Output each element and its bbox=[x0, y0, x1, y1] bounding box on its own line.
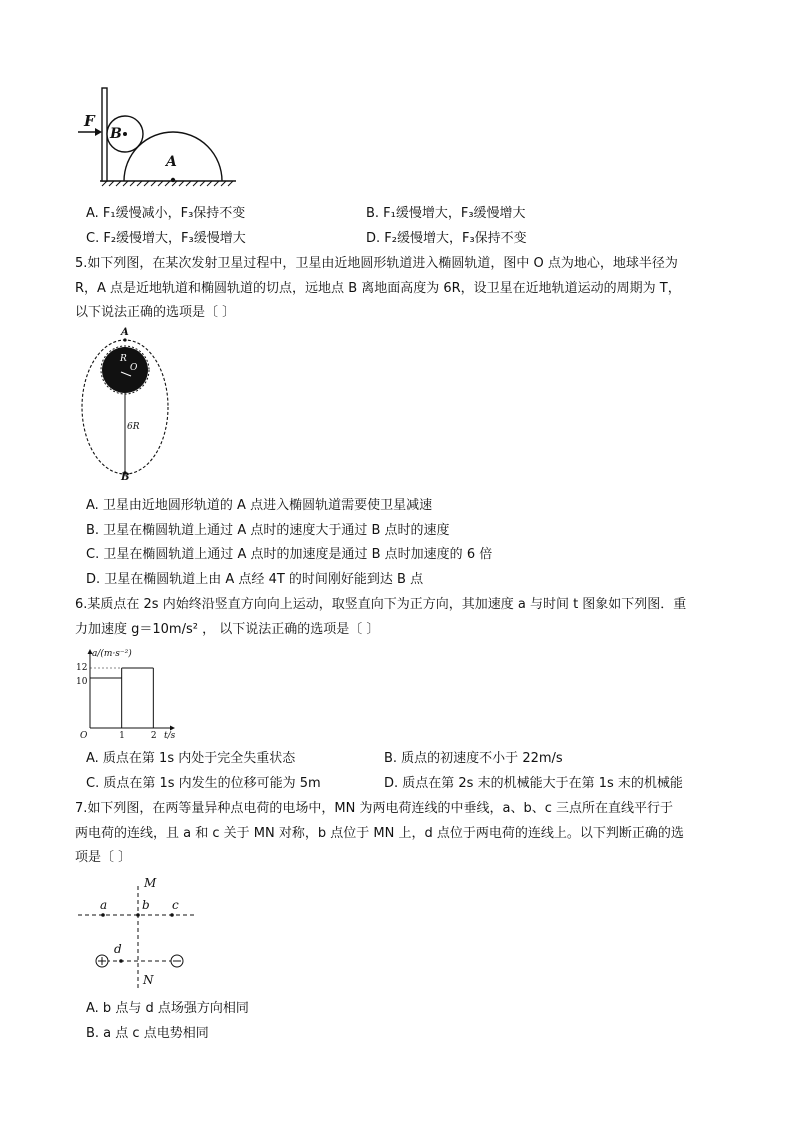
q6-option-d: D. 质点在第 2s 末的机械能大于在第 1s 末的机械能 bbox=[384, 776, 683, 791]
q4-label-A: A bbox=[166, 154, 177, 170]
chart-x-tick-label: 1 bbox=[119, 731, 125, 741]
q5-option-a: A. 卫星由近地圆形轨道的 A 点进入椭圆轨道需要使卫星减速 bbox=[86, 498, 433, 513]
q5-stem-line-3: 以下说法正确的选项是〔 〕 bbox=[75, 305, 236, 320]
q5-label-O: O bbox=[130, 363, 138, 373]
q4-label-B: B bbox=[110, 126, 122, 142]
q7-label-d: d bbox=[114, 942, 122, 956]
q4-label-F: F bbox=[84, 112, 95, 130]
q6-chart bbox=[72, 644, 182, 742]
chart-origin-label: O bbox=[80, 731, 88, 741]
q5-label-B: B bbox=[121, 472, 130, 483]
q5-stem-line-1: 5.如下列图，在某次发射卫星过程中，卫星由近地圆形轨道进入椭圆轨道，图中 O 点为地心，地球半径为 bbox=[75, 256, 678, 271]
q7-label-a: a bbox=[100, 898, 108, 912]
q7-stem-line-2: 两电荷的连线，且 a 和 c 关于 MN 对称，b 点位于 MN 上，d 点位于两电荷的连线上。以下判断正确的选 bbox=[75, 826, 684, 841]
chart-x-axis-arrow bbox=[170, 726, 175, 731]
chart-y-tick-label: 10 bbox=[76, 677, 88, 687]
q7-label-c: c bbox=[172, 898, 179, 912]
q6-stem-line-2: 力加速度 g＝10m/s² ， 以下说法正确的选项是〔 〕 bbox=[75, 622, 380, 637]
q4-option-d: D. F₂缓慢增大，F₃保持不变 bbox=[366, 231, 527, 246]
chart-y-tick-label: 12 bbox=[76, 663, 88, 673]
q7-stem-line-3: 项是〔 〕 bbox=[75, 850, 132, 865]
q6-option-a: A. 质点在第 1s 内处于完全失重状态 bbox=[86, 751, 296, 766]
q6-option-b: B. 质点的初速度不小于 22m/s bbox=[384, 751, 563, 766]
q5-figure bbox=[76, 327, 176, 486]
q5-option-c: C. 卫星在椭圆轨道上通过 A 点时的加速度是通过 B 点时加速度的 6 倍 bbox=[86, 547, 493, 562]
q4-option-b: B. F₁缓慢增大，F₃缓慢增大 bbox=[366, 206, 526, 221]
q4-figure bbox=[78, 88, 238, 188]
q7-label-b: b bbox=[142, 898, 150, 912]
chart-y-label: a/(m·s⁻²) bbox=[92, 649, 132, 659]
q6-stem-line-1: 6.某质点在 2s 内始终沿竖直方向向上运动，取竖直向下为正方向，其加速度 a 与时间 t 图象如下列图．重 bbox=[75, 597, 687, 612]
q4-option-c: C. F₂缓慢增大，F₃缓慢增大 bbox=[86, 231, 246, 246]
q7-option-b: B. a 点 c 点电势相同 bbox=[86, 1026, 209, 1041]
q5-stem-line-2: R，A 点是近地轨道和椭圆轨道的切点，远地点 B 离地面高度为 6R，设卫星在近地轨道运动的周期为 T， bbox=[75, 281, 681, 296]
q5-option-d: D. 卫星在椭圆轨道上由 A 点经 4T 的时间刚好能到达 B 点 bbox=[86, 572, 424, 587]
chart-x-tick-label: 2 bbox=[150, 731, 157, 741]
q5-option-b: B. 卫星在椭圆轨道上通过 A 点时的速度大于通过 B 点时的速度 bbox=[86, 523, 450, 538]
q4-option-a: A. F₁缓慢减小，F₃保持不变 bbox=[86, 206, 246, 221]
q6-option-c: C. 质点在第 1s 内发生的位移可能为 5m bbox=[86, 776, 321, 791]
q7-figure bbox=[76, 874, 201, 994]
q5-label-A: A bbox=[121, 327, 129, 338]
q7-label-M: M bbox=[144, 876, 157, 890]
q5-label-R: R bbox=[120, 354, 127, 364]
q7-stem-line-1: 7.如下列图，在两等量异种点电荷的电场中，MN 为两电荷连线的中垂线，a、b、c 三点所在直线平行于 bbox=[75, 801, 673, 816]
chart-x-label: t/s bbox=[164, 731, 176, 741]
q5-label-6R: 6R bbox=[127, 422, 140, 432]
q7-option-a: A. b 点与 d 点场强方向相同 bbox=[86, 1001, 249, 1016]
q7-label-N: N bbox=[143, 973, 154, 987]
